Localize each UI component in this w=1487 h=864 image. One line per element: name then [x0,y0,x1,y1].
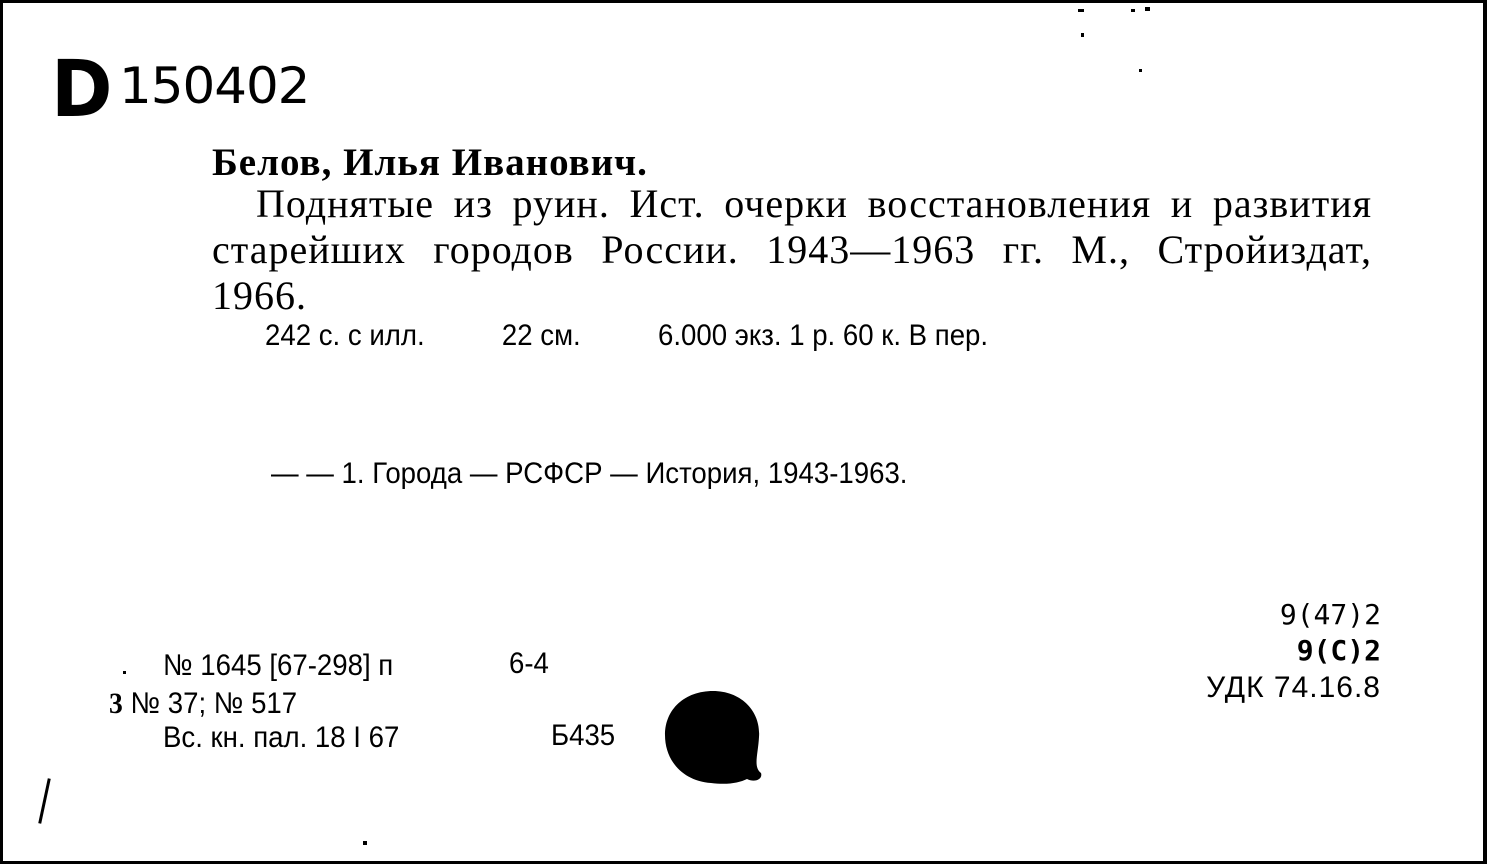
title-block [212,181,1372,319]
printing-line-3: Вс. кн. пал. 18 I 67 [163,721,400,754]
pages-text: 242 с. с илл. [265,319,425,352]
speck [1131,9,1135,12]
pen-stroke [38,778,50,824]
printing-line-2-prefix: 3 [109,687,123,720]
classification-line-1: 9(47)2 [1279,598,1381,631]
size-text: 22 см. [501,319,581,352]
print-run-price-text: 6.000 экз. 1 р. 60 к. В пер. [657,319,989,352]
classification-line-2: 9(С)2 [1296,634,1381,667]
collection-mark: D [51,45,111,135]
inventory-number: 150402 [119,57,310,115]
speck [1145,7,1150,11]
printing-line-1: № 1645 [67-298] п [163,649,394,682]
speck [1078,9,1084,12]
speck [1139,69,1142,72]
printing-line-2-text: № 37; № 517 [130,687,298,720]
title-text: Поднятые из руин. Ист. очерки восстановления и развития старейших городов России. 1943—1963 гг. М., Стройиздат, 1966. [212,181,1372,318]
printing-line-2 [109,689,297,719]
ink-blot [663,689,763,785]
speck [1081,33,1084,37]
speck [363,841,367,845]
physical-description [265,321,988,351]
author-heading: Белов, Илья Иванович. [212,141,648,184]
subject-heading: — — 1. Города — РСФСР — История, 1943-1963. [271,457,908,490]
printing-code-a: 6-4 [509,647,549,680]
udc-code: УДК 74.16.8 [1206,671,1381,704]
speck [123,671,126,674]
printing-code-b: Б435 [551,719,616,752]
